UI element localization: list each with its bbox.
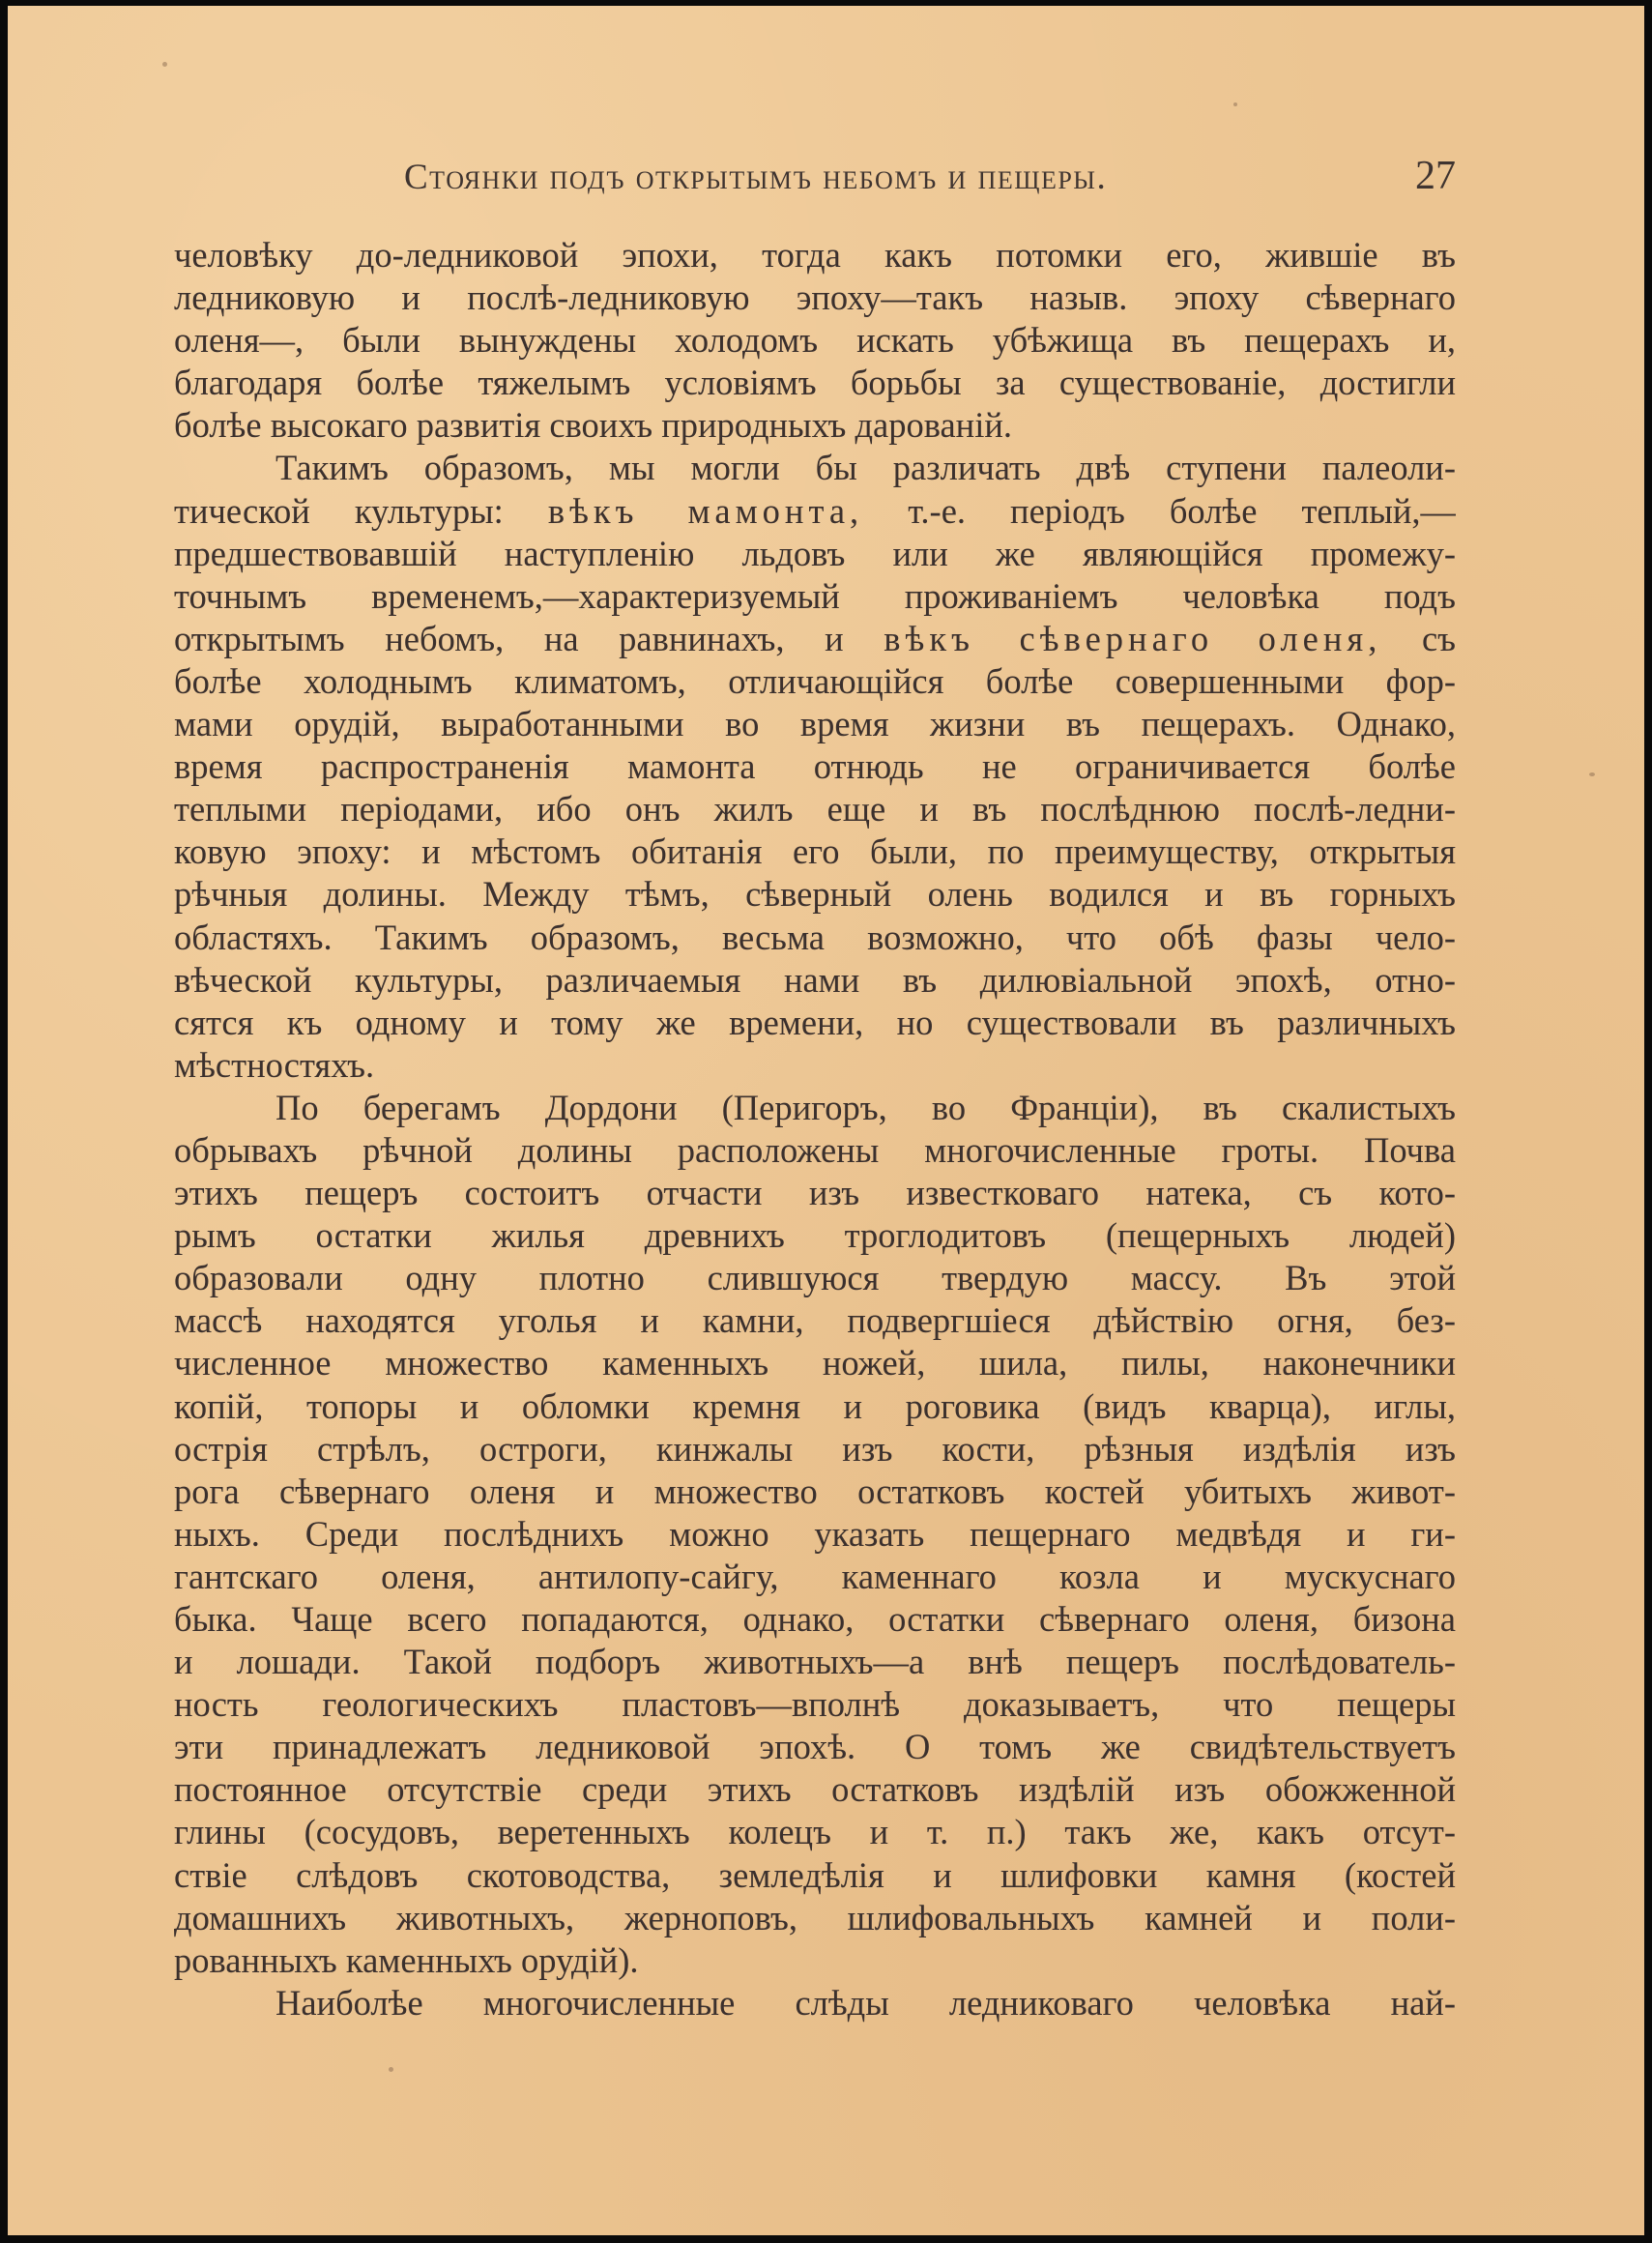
text-line: человѣку до-ледниковой эпохи, тогда какъ потомки его, жившіе въ <box>174 235 1456 275</box>
text-line: оленя—, были вынуждены холодомъ искать убѣжища въ пещерахъ и, <box>174 320 1456 361</box>
text-run: т.-е. періодъ болѣе теплый,— <box>908 490 1456 531</box>
text-line: благодаря болѣе тяжелымъ условіямъ борьбы за существованіе, достигли <box>174 363 1456 403</box>
text-line: и лошади. Такой подборъ животныхъ—а внѣ пещеръ послѣдователь- <box>174 1642 1456 1682</box>
text-line: областяхъ. Такимъ образомъ, весьма возможно, что обѣ фазы чело- <box>174 917 1456 957</box>
text-line: По берегамъ Дордони (Перигоръ, во Франціи), въ скалистыхъ <box>275 1087 1456 1127</box>
text-line: рованныхъ каменныхъ орудій). <box>174 1939 639 1980</box>
text-line: ность геологическихъ пластовъ—вполнѣ доказываетъ, что пещеры <box>174 1684 1456 1725</box>
text-line: копій, топоры и обломки кремня и роговика (видъ кварца), иглы, <box>174 1385 1456 1426</box>
text-line: болѣе холоднымъ климатомъ, отличающійся болѣе совершенными фор- <box>174 660 1456 701</box>
text-line <box>174 490 1456 533</box>
text-line: этихъ пещеръ состоитъ отчасти изъ известковаго натека, съ кото- <box>174 1173 1456 1213</box>
text-line: постоянное отсутствіе среди этихъ остатковъ издѣлій изъ обожженной <box>174 1769 1456 1810</box>
spaced-term: вѣкъ сѣвернаго оленя, <box>884 618 1382 658</box>
text-line: домашнихъ животныхъ, жерноповъ, шлифовальныхъ камней и поли- <box>174 1897 1456 1937</box>
text-line: точнымъ временемъ,—характеризуемый проживаніемъ человѣка подъ <box>174 575 1456 616</box>
running-header <box>170 153 1456 199</box>
text-line: болѣе высокаго развитія своихъ природныхъ дарованій. <box>174 405 1012 446</box>
text-line: острія стрѣлъ, остроги, кинжалы изъ кости, рѣзныя издѣлія изъ <box>174 1428 1456 1469</box>
text-line: гантскаго оленя, антилопу-сайгу, каменнаго козла и мускуснаго <box>174 1556 1456 1596</box>
paper-speck <box>389 2067 393 2072</box>
paper-speck <box>162 62 167 67</box>
text-run: тической культуры: <box>174 490 504 531</box>
text-line: образовали одну плотно слившуюся твердую массу. Въ этой <box>174 1258 1456 1298</box>
text-line: сятся къ одному и тому же времени, но существовали въ различныхъ <box>174 1002 1456 1042</box>
text-line: ствіе слѣдовъ скотоводства, земледѣлія и шлифовки камня (костей <box>174 1854 1456 1895</box>
text-line: мѣстностяхъ. <box>174 1044 375 1085</box>
text-run: съ <box>1421 618 1456 658</box>
text-run: открытымъ небомъ, на равнинахъ, и <box>174 618 844 658</box>
text-line: глины (сосудовъ, веретенныхъ колецъ и т. п.) такъ же, какъ отсут- <box>174 1812 1456 1852</box>
text-line: эти принадлежатъ ледниковой эпохѣ. О томъ же свидѣтельствуетъ <box>174 1727 1456 1767</box>
text-line: вѣческой культуры, различаемыя нами въ дилювіальной эпохѣ, отно- <box>174 959 1456 1000</box>
book-page <box>8 6 1644 2235</box>
text-line: рѣчныя долины. Между тѣмъ, сѣверный олень водился и въ горныхъ <box>174 874 1456 915</box>
text-line: ледниковую и послѣ-ледниковую эпоху—такъ назыв. эпоху сѣвернаго <box>174 277 1456 318</box>
text-line: мами орудій, выработанными во время жизни въ пещерахъ. Однако, <box>174 704 1456 744</box>
body-text <box>174 234 1456 2025</box>
text-line: теплыми періодами, ибо онъ жилъ еще и въ послѣднюю послѣ-ледни- <box>174 789 1456 830</box>
text-line: Такимъ образомъ, мы могли бы различать двѣ ступени палеоли- <box>275 448 1456 488</box>
text-line: предшествовавшій наступленію льдовъ или же являющійся промежу- <box>174 533 1456 573</box>
page-number: 27 <box>1415 154 1456 198</box>
text-line: быка. Чаще всего попадаются, однако, остатки сѣвернаго оленя, бизона <box>174 1599 1456 1639</box>
running-header-title: Стоянки подъ открытымъ небомъ и пещеры. <box>404 158 1108 197</box>
text-line: численное множество каменныхъ ножей, шила, пилы, наконечники <box>174 1343 1456 1384</box>
text-line: рога сѣвернаго оленя и множество остатковъ костей убитыхъ живот- <box>174 1471 1456 1511</box>
text-line: обрывахъ рѣчной долины расположены многочисленные гроты. Почва <box>174 1129 1456 1170</box>
text-line: массѣ находятся уголья и камни, подвергшіеся дѣйствію огня, без- <box>174 1300 1456 1341</box>
text-line: рымъ остатки жилья древнихъ троглодитовъ (пещерныхъ людей) <box>174 1215 1456 1256</box>
text-line: ковую эпоху: и мѣстомъ обитанія его были, по преимуществу, открытыя <box>174 831 1456 872</box>
text-line: ныхъ. Среди послѣднихъ можно указать пещернаго медвѣдя и ги- <box>174 1513 1456 1554</box>
text-line <box>174 618 1456 660</box>
paper-speck <box>1233 102 1237 106</box>
text-line: Наиболѣе многочисленные слѣды ледниковаго человѣка най- <box>275 1982 1456 2023</box>
paper-speck <box>1589 772 1595 776</box>
spaced-term: вѣкъ мамонта, <box>547 490 864 531</box>
text-line: время распространенія мамонта отнюдь не ограничивается болѣе <box>174 746 1456 787</box>
